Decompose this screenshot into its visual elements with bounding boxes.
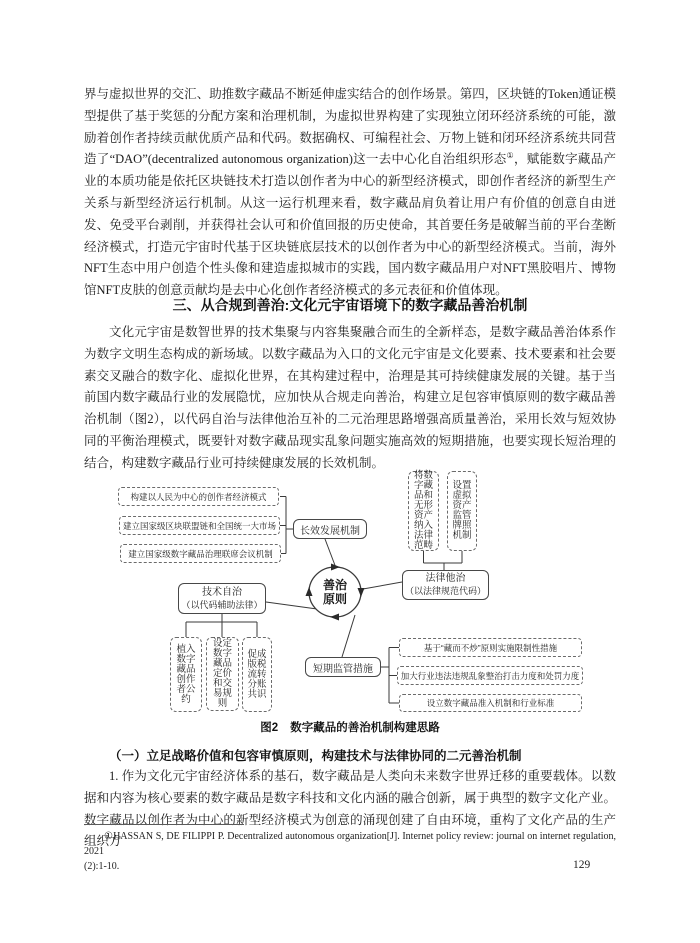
tech-hub-title: 技术自治: [202, 586, 242, 598]
stubs-tech-items: [186, 614, 257, 637]
short-term-item-3: 设立数字藏品准入机制和行业标准: [399, 694, 582, 712]
figure-2-diagram: [84, 468, 616, 720]
paragraph-1: [84, 84, 616, 302]
line-law-circle: [363, 582, 402, 589]
tech-item-2: 设定数字藏品定价和交易规则: [206, 637, 239, 711]
short-term-item-1: 基于“藏而不炒”原则实施限制性措施: [399, 638, 582, 657]
line-short-circle: [342, 615, 355, 657]
tech-item-1: 植入数字藏品创作者公约: [170, 637, 202, 712]
stubs-law-items: [424, 551, 463, 570]
figure-caption-tag: 图2: [260, 722, 279, 734]
subsection-heading: （一）立足战略价值和包容审慎原则，构建技术与法律协同的二元善治机制: [109, 749, 522, 763]
long-term-item-3: 建立国家级数字藏品治理联席会议机制: [120, 544, 281, 563]
footnote-line-2: (2):1-10.: [84, 861, 120, 872]
law-hub-title: 法律他治: [425, 573, 466, 584]
paragraph-2: 文化元宇宙是数智世界的技术集聚与内容集聚融合而生的全新样态，是数字藏品善治体系作为数字文明生态构成的新场域。以数字藏品为入口的文化元宇宙是文化要素、技术要素和社会要素交叉融合的数字化、虚拟化世界，在其构建过程中，治理是其可持续健康发展的关键。基于当前国内数字藏品行业的发展隐忧，应加快从合规走向善治，构建立足包容审慎原则的数字藏品善治机制（图2），以代码自治与法律他治互补的二元治理思路增强高质量善治，采用长效与短效协同的平衡治理模式，既要针对数字藏品现实乱象问题实施高效的短期措施，也要实现长短治理的结合，构建数字藏品行业可持续健康发展的长效机制。: [84, 325, 616, 470]
long-term-hub: 长效发展机制: [293, 519, 367, 539]
law-hub-subtitle: （以法律规范代码）: [404, 586, 486, 596]
footnote-ref-marker: ①: [506, 151, 515, 161]
long-term-item-1: 构建以人民为中心的创作者经济模式: [118, 487, 279, 506]
footnote-divider: [84, 824, 244, 825]
tech-hub-subtitle: （以代码辅助法律）: [181, 599, 263, 610]
footnote: [84, 829, 616, 874]
paragraph-3: 1. 作为文化元宇宙经济体系的基石，数字藏品是人类向未来数字世界迁移的重要载体。以数据和内容为核心要素的数字藏品是数字科技和文化内涵的融合创新，属于典型的数字文化产业。数字藏品以创作者为中心的新型经济模式为创意的涌现创建了自由环境，重构了文化产品的生产组织方: [84, 769, 616, 849]
principle-line1: 善治: [322, 578, 347, 592]
law-item-1: 将数字藏品和无形资产纳入法律范畴: [408, 471, 439, 551]
principle-line2: 原则: [322, 592, 347, 606]
footnote-line-1: ①HASSAN S, DE FILIPPI P. Decentralized autonomous organization[J]. Internet policy review: journal on internet regulation, 2021: [84, 831, 616, 857]
short-term-hub: 短期监管措施: [305, 657, 381, 677]
figure-caption: [84, 719, 616, 735]
page-number: 129: [573, 859, 591, 871]
tech-item-3: 促成版税流转分账共识: [242, 637, 272, 712]
long-term-item-2: 建立国家级区块联盟链和全国统一大市场: [119, 516, 280, 535]
short-term-item-2: 加大行业违法违规乱象整治打击力度和处罚力度: [397, 666, 583, 685]
law-hub: [402, 570, 489, 600]
law-item-2: 设置虚拟资产监管牌照机制: [447, 471, 477, 551]
figure-caption-title: 数字藏品的善治机制构建思路: [290, 722, 440, 734]
section-heading: 三、从合规到善治:文化元宇宙语境下的数字藏品善治机制: [172, 297, 528, 313]
paragraph-1-text-after: ，赋能数字藏品产业的本质功能是依托区块链技术打造以创作者为中心的新型经济模式，即创作者经济的新型生产关系与新型经济运行机制。从这一运行机理来看，数字藏品肩负着让用户有价值的创意自由迸发、免受平台剥削，并获得社会认可和价值回报的历史使命，其首要任务是破解当前的平台垄断经济模式，打造元宇宙时代基于区块链底层技术的以创作者为中心的新型经济模式。当前，海外NFT生态中用户创造个性头像和建造虚拟城市的实践，国内数字藏品用户对NFT黑胶唱片、博物馆NFT皮肤的创意贡献均是去中心化创作者经济模式的多元表征和价值体现。: [84, 152, 616, 298]
line-longterm-circle: [325, 539, 336, 568]
paragraph-1-text-before: 界与虚拟世界的交汇、助推数字藏品不断延伸虚实结合的创作场景。第四，区块链的Token通证模型提供了基于奖惩的分配方案和治理机制，为虚拟世界构建了实现独立闭环经济系统的可能，激励着创作者持续贡献优质产品和代码。数据确权、可编程社会、万物上链和闭环经济系统共同营造了“DAO”(decentralized autonomous organization)这一去中心化自治组织形态: [84, 87, 616, 167]
bracket-long-term: [280, 497, 293, 554]
principle-circle-label: [309, 567, 361, 617]
tech-hub: [178, 583, 266, 614]
